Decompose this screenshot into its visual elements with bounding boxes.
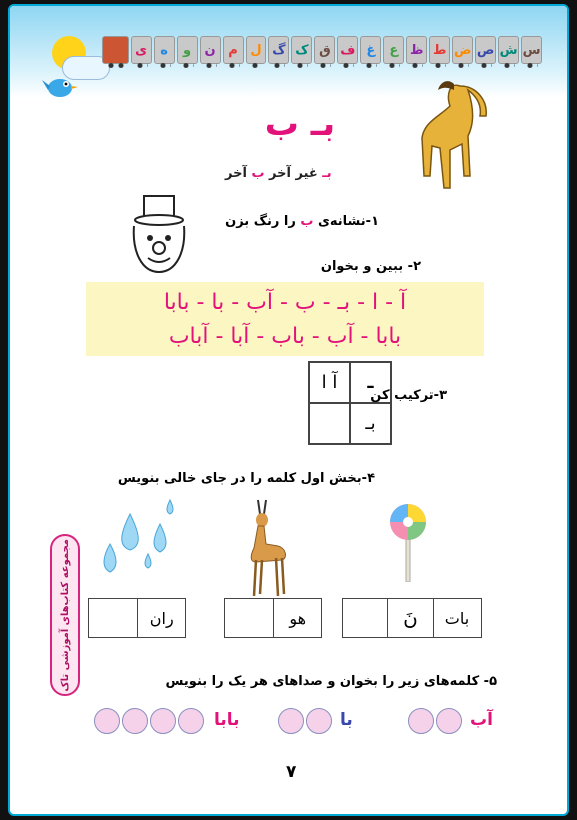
word-baba: بابا	[214, 710, 240, 730]
lollipop-illustration	[388, 502, 428, 582]
subtitle-letter-medial: بـ	[322, 166, 332, 181]
sound-circle[interactable]	[306, 708, 332, 734]
water-drops-illustration	[90, 494, 186, 586]
subtitle-text: غیر آخر	[264, 166, 323, 181]
train-car: ش	[498, 36, 519, 64]
combine-cell: آ ا	[309, 362, 350, 403]
train-car: و	[177, 36, 198, 64]
train-car: س	[521, 36, 542, 64]
train-car: ظ	[406, 36, 427, 64]
sound-circle[interactable]	[94, 708, 120, 734]
subtitle-letter-final: ب	[251, 166, 265, 181]
word-box-answer-cell[interactable]	[343, 599, 388, 637]
sound-circle[interactable]	[150, 708, 176, 734]
reading-practice-box	[86, 282, 484, 356]
sound-circle[interactable]	[278, 708, 304, 734]
train-car: ل	[246, 36, 267, 64]
reading-row-2: بابا - آب - باب - آبا - آباب	[168, 324, 402, 349]
train-car: ط	[429, 36, 450, 64]
train-car: ص	[475, 36, 496, 64]
clown-illustration	[122, 192, 196, 276]
instruction-1-end: را رنگ بزن	[225, 214, 301, 229]
combine-grid	[308, 361, 392, 445]
train-car: گ	[268, 36, 289, 64]
word-box-lollipop	[342, 598, 482, 638]
instruction-1-text: ۱-نشانه‌ی	[313, 214, 379, 229]
instruction-4: ۴-بخش اول کلمه را در جای خالی بنویس	[117, 471, 375, 486]
word-box-part: نَ	[388, 599, 434, 637]
instruction-1	[225, 214, 379, 229]
worksheet-page	[8, 4, 569, 816]
word-box-gazelle	[224, 598, 322, 638]
bird-icon	[40, 72, 80, 102]
train-car: ق	[314, 36, 335, 64]
word-box-answer-cell[interactable]	[225, 599, 274, 637]
train-car: ض	[452, 36, 473, 64]
combine-cell: ـ	[350, 362, 391, 403]
train-car: ن	[200, 36, 221, 64]
train-engine	[102, 36, 129, 64]
train-car: م	[223, 36, 244, 64]
train-car: ف	[337, 36, 358, 64]
sound-circle[interactable]	[178, 708, 204, 734]
horse-illustration	[410, 76, 490, 194]
word-ba: با	[340, 710, 353, 730]
instruction-5: ۵- کلمه‌های زیر را بخوان و صداهای هر یک را بنویس	[165, 674, 497, 689]
page-number: ۷	[286, 762, 297, 782]
sound-circle[interactable]	[408, 708, 434, 734]
word-box-part: بات	[444, 608, 470, 628]
lesson-subtitle	[225, 166, 332, 181]
word-box-water	[88, 598, 186, 638]
train-car: ک	[291, 36, 312, 64]
subtitle-text-end: آخر	[225, 166, 252, 181]
gazelle-illustration	[236, 496, 294, 598]
word-box-part: ران	[149, 608, 174, 628]
instruction-1-letter: ب	[300, 214, 314, 229]
alphabet-train	[102, 36, 542, 64]
series-title: مجموعه کتاب‌های آموزشی تاک	[59, 538, 71, 692]
train-car: ه	[154, 36, 175, 64]
train-car: ع	[383, 36, 404, 64]
combine-cell: بـ	[350, 403, 391, 444]
reading-row-1: آ - ا - بـ - ب - آب - با - بابا	[163, 290, 407, 315]
word-box-part: هو	[289, 608, 307, 628]
instruction-2: ۲- ببین و بخوان	[320, 259, 421, 274]
lesson-title: بـ ب	[264, 104, 336, 144]
train-car: غ	[360, 36, 381, 64]
series-sidebar-label	[50, 534, 80, 696]
sound-circle[interactable]	[122, 708, 148, 734]
instruction-3: ۳-ترکیب کن	[370, 388, 447, 403]
word-ab: آب	[470, 710, 493, 730]
word-box-answer-cell[interactable]	[89, 599, 138, 637]
sound-circle[interactable]	[436, 708, 462, 734]
combine-answer-cell[interactable]	[309, 403, 350, 444]
train-car: ی	[131, 36, 152, 64]
